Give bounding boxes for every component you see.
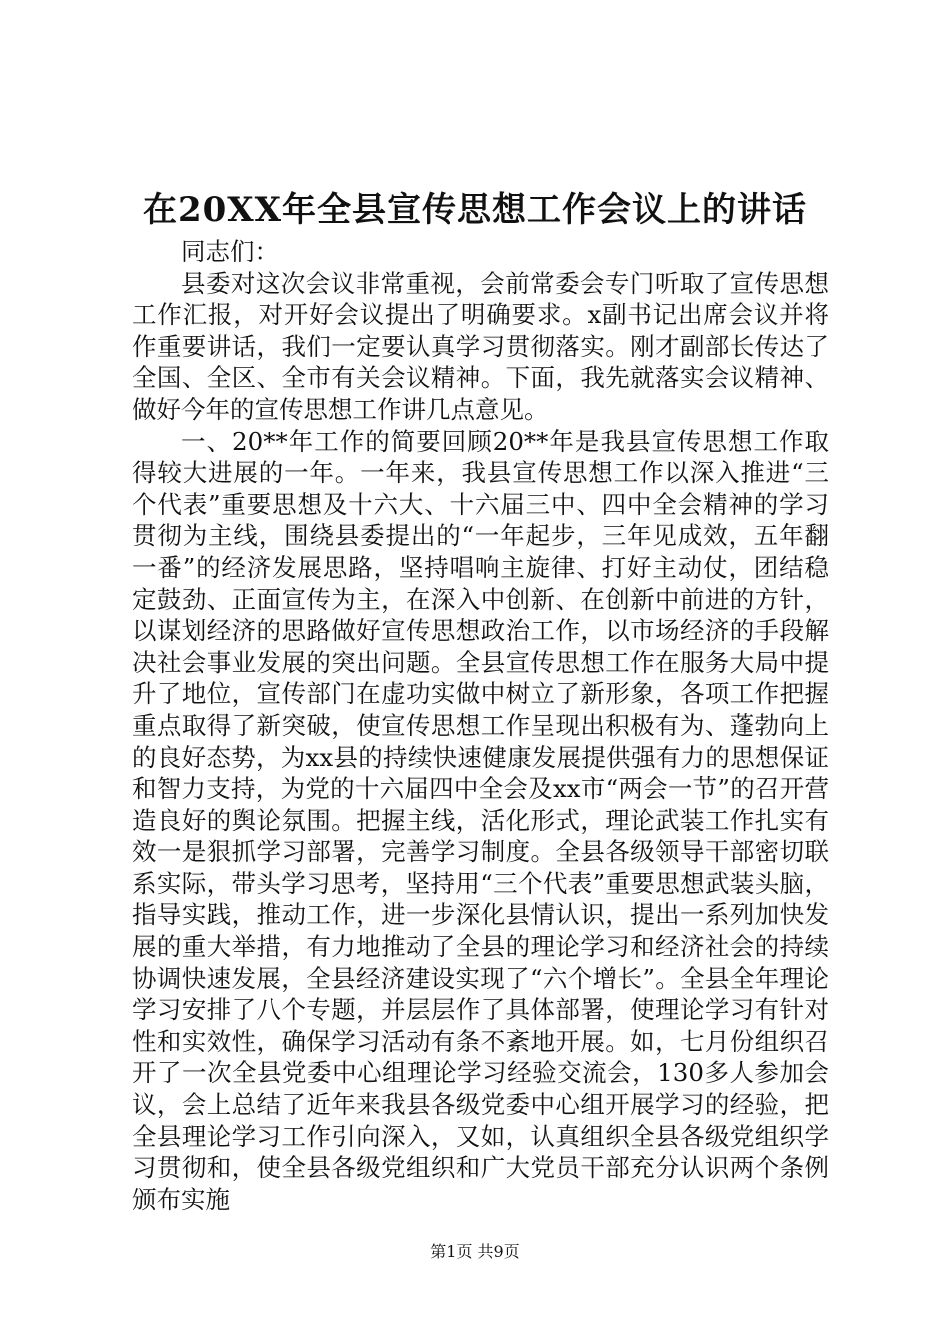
- salutation: 同志们：: [181, 237, 279, 266]
- document-title: 在20XX年全县宣传思想工作会议上的讲话: [142, 190, 808, 230]
- paragraph-intro: 县委对这次会议非常重视，会前常委会专门听取了宣传思想工作汇报，对开好会议提出了明确要求。x副书记出席会议并将作重要讲话，我们一定要认真学习贯彻落实。刚才副部长传达了全国、全区、全市有关会议精神。下面，我先就落实会议精神、做好今年的宣传思想工作讲几点意见。: [132, 268, 829, 424]
- document-body: [132, 236, 829, 1215]
- paragraph-review: 一、20**年工作的简要回顾20**年是我县宣传思想工作取得较大进展的一年。一年来，我县宣传思想工作以深入推进“三个代表”重要思想及十六大、十六届三中、四中全会精神的学习贯彻为主线，围绕县委提出的“一年起步，三年见成效，五年翻一番”的经济发展思路，坚持唱响主旋律、打好主动仗，团结稳定鼓劲、正面宣传为主，在深入中创新、在创新中前进的方针，以谋划经济的思路做好宣传思想政治工作，以市场经济的手段解决社会事业发展的突出问题。全县宣传思想工作在服务大局中提升了地位，宣传部门在虚功实做中树立了新形象，各项工作把握重点取得了新突破，使宣传思想工作呈现出积极有为、蓬勃向上的良好态势，为xx县的持续快速健康发展提供强有力的思想保证和智力支持，为党的十六届四中全会及xx市“两会一节”的召开营造良好的舆论氛围。把握主线，活化形式，理论武装工作扎实有效一是狠抓学习部署，完善学习制度。全县各级领导干部密切联系实际，带头学习思考，坚持用“三个代表”重要思想武装头脑，指导实践，推动工作，进一步深化县情认识，提出一系列加快发展的重大举措，有力地推动了全县的理论学习和经济社会的持续协调快速发展，全县经济建设实现了“六个增长”。全县全年理论学习安排了八个专题，并层层作了具体部署，使理论学习有针对性和实效性，确保学习活动有条不紊地开展。如，七月份组织召开了一次全县党委中心组理论学习经验交流会，130多人参加会议，会上总结了近年来我县各级党委中心组开展学习的经验，把全县理论学习工作引向深入，又如，认真组织全县各级党组织学习贯彻和，使全县各级党组织和广大党员干部充分认识两个条例颁布实施: [132, 426, 829, 1214]
- page-footer: 第1页 共9页: [430, 1242, 520, 1261]
